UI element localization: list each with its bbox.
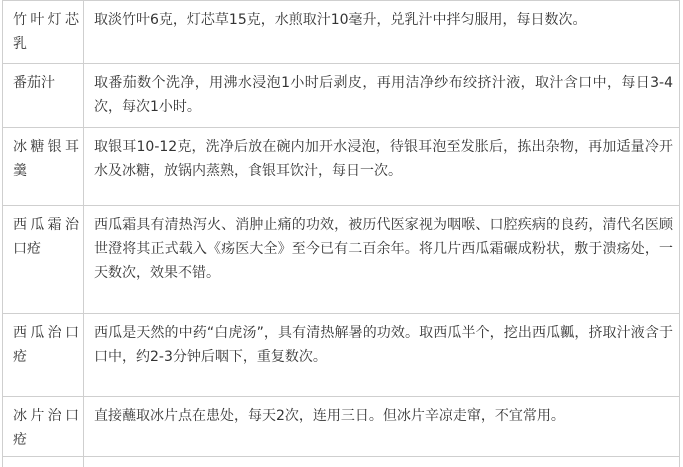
remedy-name: 冰糖银耳羹 — [13, 139, 79, 179]
remedy-description-cell — [84, 397, 680, 457]
remedy-name-cell — [3, 128, 84, 206]
remedy-description-cell — [84, 314, 680, 397]
remedy-name-cell — [3, 64, 84, 128]
remedy-description-cell — [84, 64, 680, 128]
remedy-name: 西瓜霜治口疮 — [13, 217, 79, 257]
remedy-description: 西瓜是天然的中药“白虎汤”，具有清热解暑的功效。取西瓜半个，挖出西瓜瓤，挤取汁液含于口中，约2-3分钟后咽下，重复数次。 — [94, 325, 673, 365]
table-row — [3, 1, 680, 64]
remedy-description-cell — [84, 1, 680, 64]
remedies-table — [2, 0, 680, 467]
remedy-name: 番茄汁 — [13, 75, 55, 91]
remedy-description: 取番茄数个洗净，用沸水浸泡1小时后剥皮，再用洁净纱布绞挤汁液，取汁含口中，每日3-4次，每次1小时。 — [94, 75, 673, 115]
remedy-name-cell — [3, 206, 84, 314]
table-row — [3, 64, 680, 128]
remedy-description: 取淡竹叶6克，灯芯草15克，水煎取汁10毫升，兑乳汁中拌匀服用，每日数次。 — [94, 12, 587, 28]
remedy-name: 西瓜治口疮 — [13, 325, 79, 365]
remedy-name: 冰片治口疮 — [13, 408, 79, 448]
remedy-description-cell — [84, 206, 680, 314]
remedy-name-cell — [3, 1, 84, 64]
remedy-description: 取银耳10-12克，洗净后放在碗内加开水浸泡，待银耳泡至发胀后，拣出杂物，再加适量冷开水及冰糖，放锅内蒸熟，食银耳饮汁，每日一次。 — [94, 139, 673, 179]
table-row — [3, 314, 680, 397]
remedy-name: 竹叶灯芯乳 — [13, 12, 79, 52]
table-row — [3, 206, 680, 314]
table-row — [3, 397, 680, 457]
remedy-description-cell — [84, 128, 680, 206]
remedy-description: 直接蘸取冰片点在患处，每天2次，连用三日。但冰片辛凉走窜，不宜常用。 — [94, 408, 565, 424]
remedy-description: 西瓜霜具有清热泻火、消肿止痛的功效，被历代医家视为咽喉、口腔疾病的良药，清代名医顾世澄将其正式载入《疡医大全》至今已有二百余年。将几片西瓜霜碾成粉状，敷于溃疡处，一天数次，效果不错。 — [94, 217, 673, 281]
remedy-name-cell — [3, 314, 84, 397]
remedy-name-cell — [3, 397, 84, 457]
table-row — [3, 128, 680, 206]
